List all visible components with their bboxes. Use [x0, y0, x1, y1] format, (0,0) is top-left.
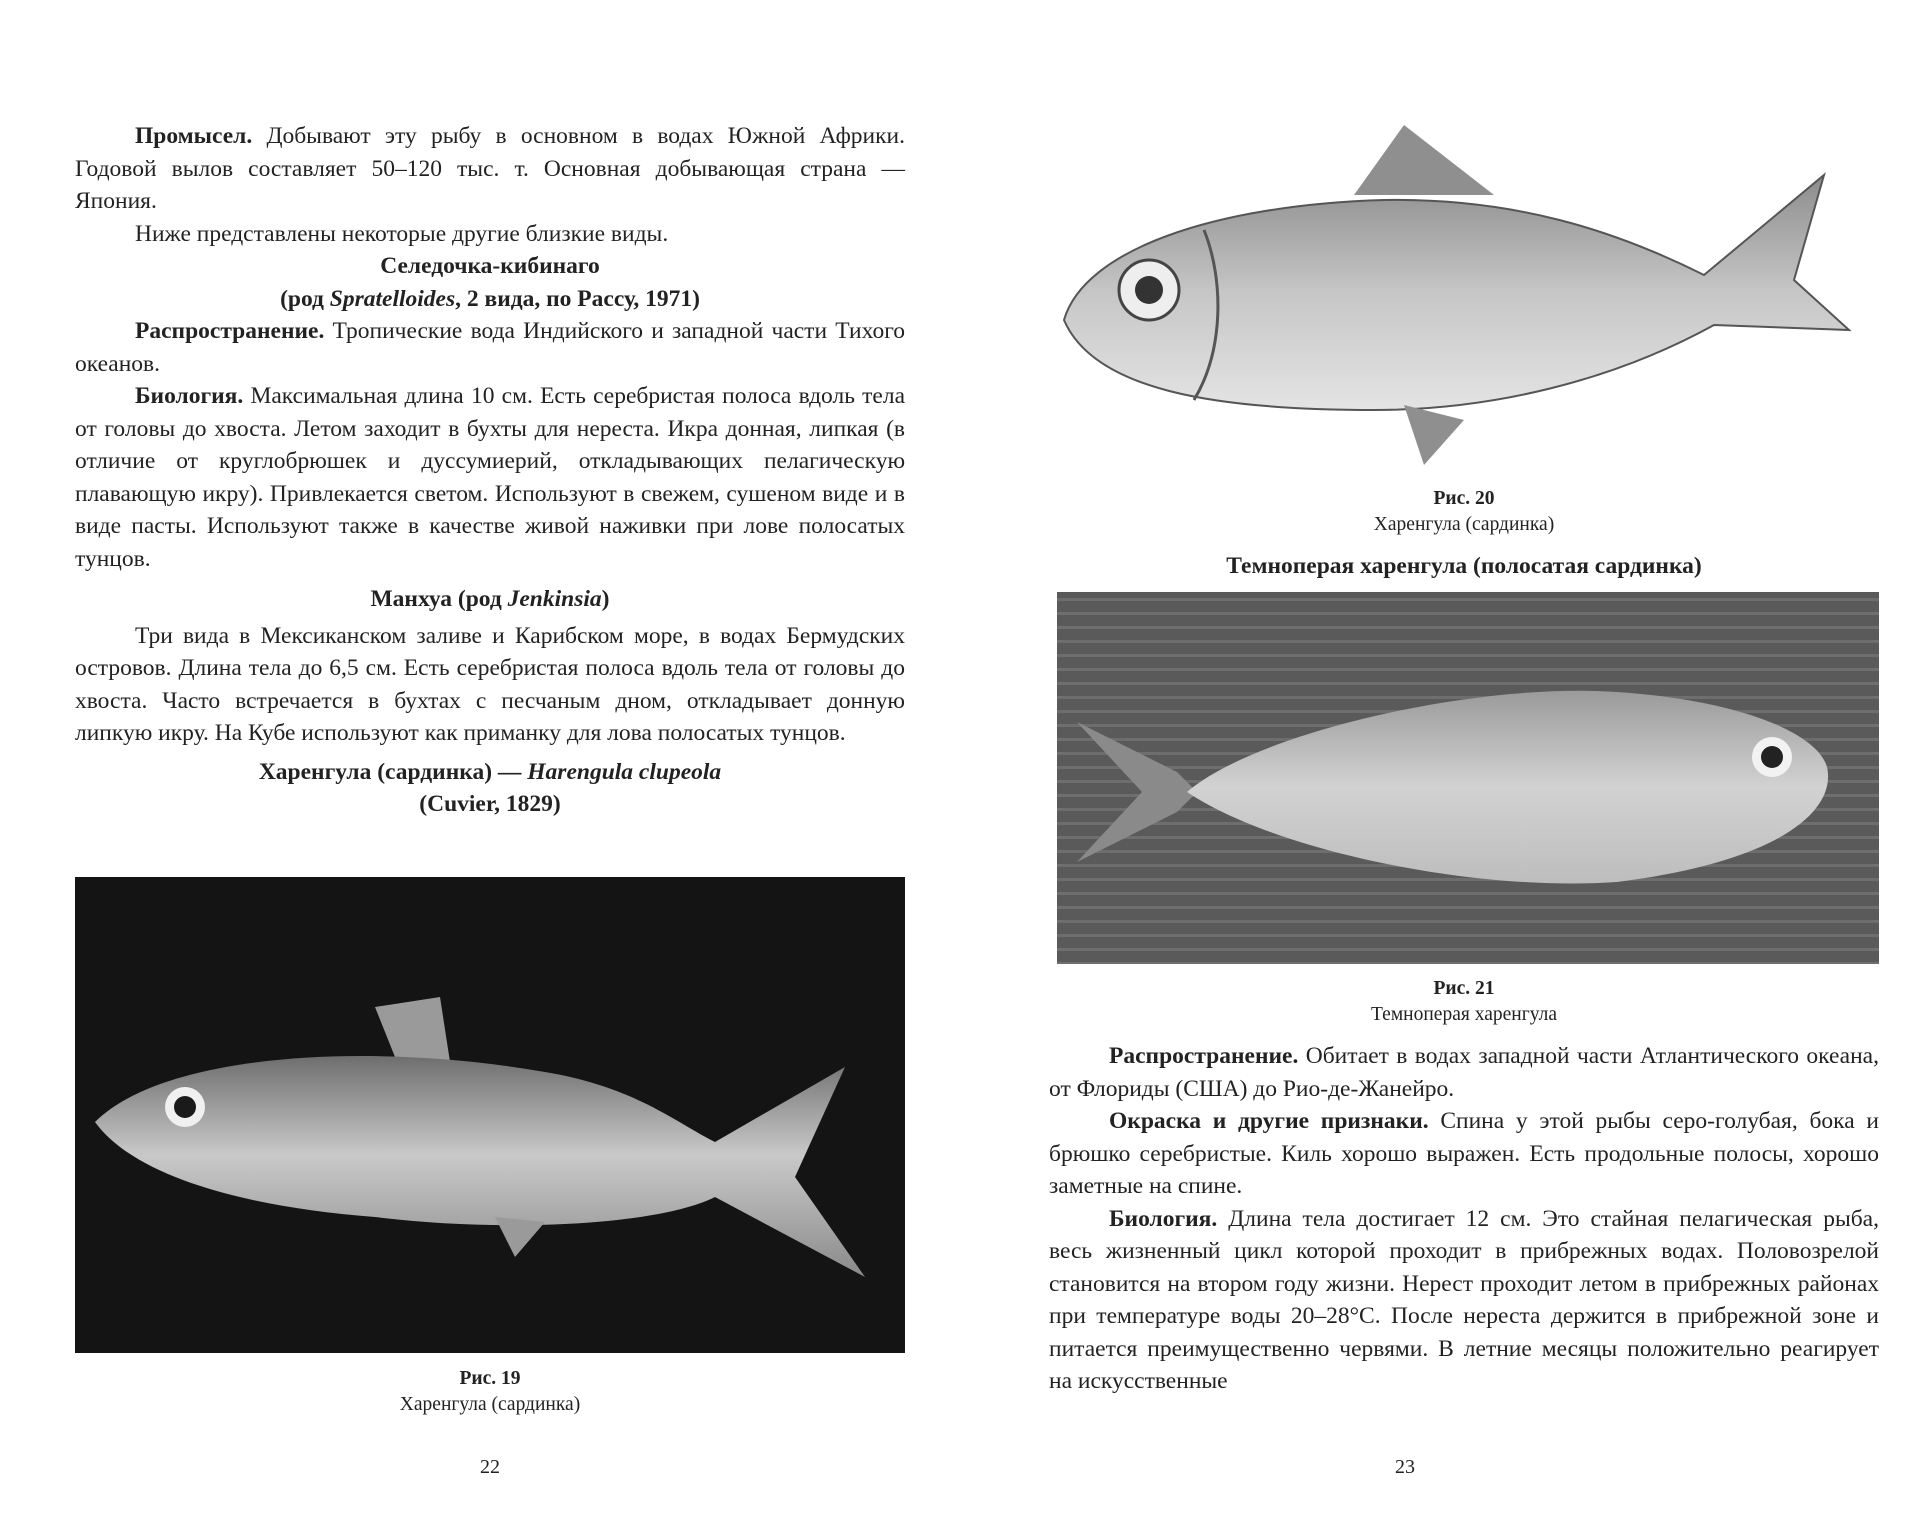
left-page	[0, 0, 964, 1527]
paragraph-coloration	[1049, 1105, 1879, 1203]
figure-19-photo	[75, 877, 905, 1353]
h3-latin: Harengula clupeola	[527, 758, 722, 785]
label-biology-1: Биология.	[135, 383, 244, 409]
page-number-right: 23	[1395, 1456, 1415, 1478]
heading-spratelloides-2	[75, 283, 905, 316]
figure-19-caption	[75, 1366, 905, 1418]
fish-engraving	[1054, 120, 1894, 470]
text-coloration: Спина у этой рыбы серо-голубая, бока и брюшко серебристые. Киль хорошо выражен. Есть продольные полосы, хорошо заметные на спине.	[1049, 1108, 1879, 1199]
figure-19-number: Рис. 19	[459, 1368, 521, 1389]
figure-20-number: Рис. 20	[1433, 488, 1495, 509]
label-coloration: Окраска и другие признаки.	[1109, 1108, 1429, 1134]
paragraph-distribution-1	[75, 315, 905, 380]
paragraph-jenkinsia: Три вида в Мексиканском заливе и Карибском море, в водах Бермудских островов. Длина тела до 6,5 см. Есть серебристая полоса вдоль тела от головы до хвоста. Часто встречается в бухтах с песчаным дном, откладывает донную липкую икру. На Кубе используют как приманку для лова полосатых тунцов.	[75, 622, 905, 746]
fish-photo-dark	[75, 877, 905, 1353]
figure-20-caption	[1049, 486, 1879, 538]
h2-suffix: )	[601, 586, 610, 612]
text-distribution-1: Тропические вода Индийского и западной части Тихого океанов.	[75, 318, 905, 377]
h3-prefix: Харенгула (сардинка) —	[258, 758, 528, 785]
figure-20-drawing	[1054, 120, 1894, 470]
right-page	[964, 0, 1929, 1527]
paragraph-related-species: Ниже представлены некоторые другие близкие виды.	[135, 220, 669, 247]
figure-20-title: Харенгула (сардинка)	[1373, 514, 1555, 535]
fish-photo-wood	[1057, 592, 1879, 964]
heading-harengula-1	[75, 756, 905, 789]
h1-suffix: , 2 вида, по Рассу, 1971)	[455, 285, 700, 312]
heading-spratelloides-1: Селедочка-кибинаго	[380, 253, 600, 279]
page-number-left: 22	[480, 1456, 500, 1478]
text-distribution-2: Обитает в водах западной части Атлантического океана, от Флориды (США) до Рио-де-Жанейро.	[1049, 1043, 1879, 1102]
paragraph-distribution-2	[1049, 1040, 1879, 1105]
heading-dark-finned-harengula: Темноперая харенгула (полосатая сардинка)	[1226, 553, 1702, 579]
h1-prefix: (род	[280, 285, 330, 312]
text-biology-1: Максимальная длина 10 см. Есть серебристая полоса вдоль тела от головы до хвоста. Летом заходит в бухты для нереста. Икра донная, липкая (в отличие от круглобрюшек и дуссумиерий, откладывающих пелагическую плавающую икру). Привлекается светом. Используют в свежем, сушеном виде и в виде пасты. Используют также в качестве живой наживки при лове полосатых тунцов.	[75, 383, 905, 572]
figure-19-title: Харенгула (сардинка)	[399, 1394, 581, 1415]
figure-21-photo	[1057, 592, 1879, 964]
h2-prefix: Манхуа (род	[370, 586, 508, 612]
h1-genus: Spratelloides	[329, 285, 456, 312]
text-fishing: Добывают эту рыбу в основном в водах Южной Африки. Годовой вылов составляет 50–120 тыс. т. Основная добывающая страна — Япония.	[75, 123, 905, 214]
paragraph-biology-1	[75, 380, 905, 575]
heading-jenkinsia	[75, 583, 905, 616]
figure-21-title: Темноперая харенгула	[1371, 1004, 1557, 1025]
label-distribution-1: Распространение.	[135, 318, 325, 344]
label-distribution-2: Распространение.	[1109, 1043, 1299, 1069]
h2-genus: Jenkinsia	[507, 586, 602, 612]
heading-harengula-2: (Cuvier, 1829)	[419, 791, 561, 817]
paragraph-fishing	[75, 120, 905, 218]
right-text-column	[1049, 1040, 1879, 1398]
left-text-column	[75, 120, 905, 821]
paragraph-biology-2	[1049, 1203, 1879, 1398]
label-biology-2: Биология.	[1109, 1205, 1218, 1232]
figure-21-number: Рис. 21	[1433, 978, 1495, 999]
text-biology-2: Длина тела достигает 12 см. Это стайная пелагическая рыба, весь жизненный цикл которой проходит в прибрежных водах. Половозрелой становится на втором году жизни. Нерест проходит летом в прибрежных районах при температуре воды 20–28°С. После нереста держится в прибрежной зоне и питается преимущественно червями. В летние месяцы положительно реагирует на искусственные	[1049, 1205, 1879, 1394]
label-fishing: Промысел.	[135, 123, 253, 149]
figure-21-caption	[1049, 976, 1879, 1028]
